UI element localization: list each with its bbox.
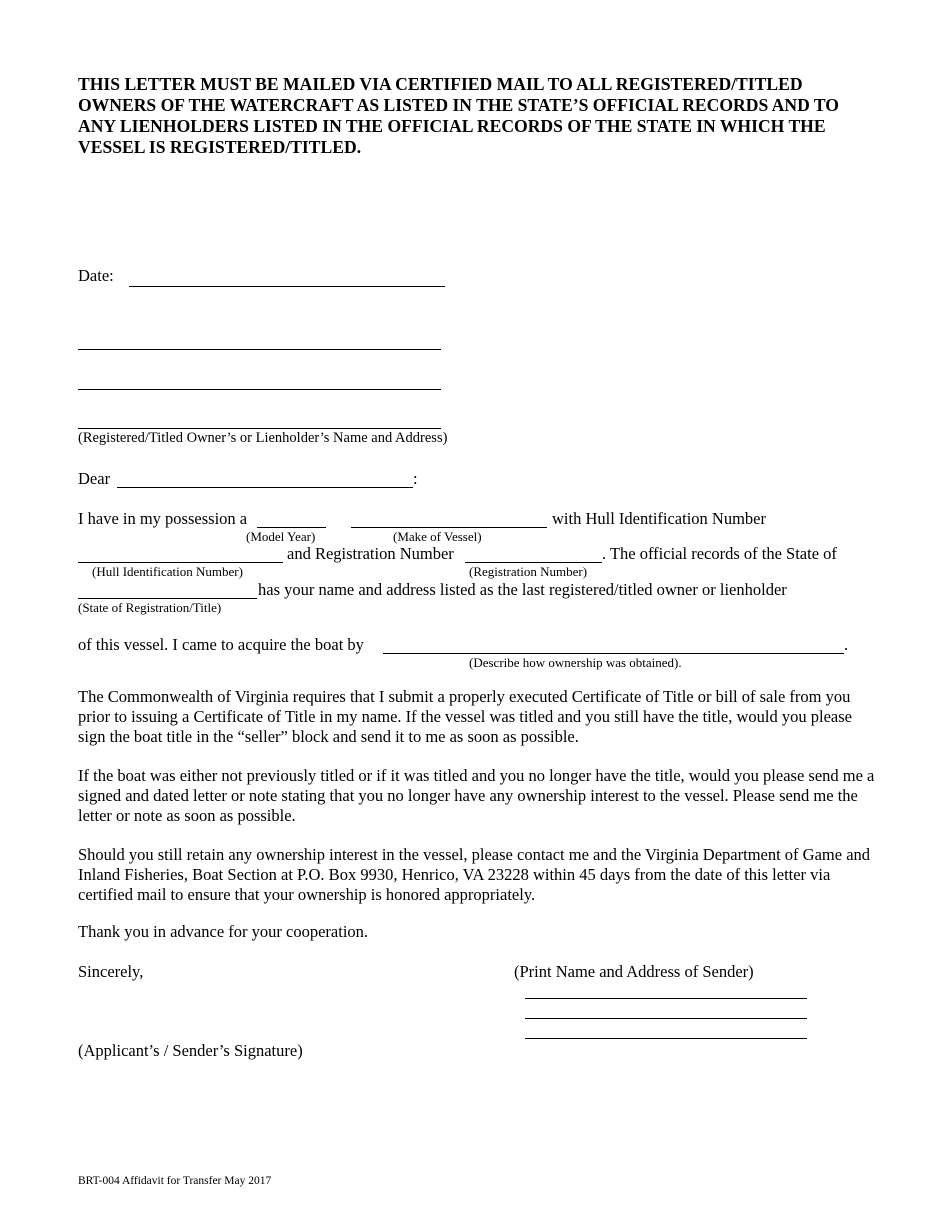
- date-field[interactable]: [129, 286, 445, 287]
- sender-address-line-2[interactable]: [525, 1018, 807, 1019]
- sincerely-text: Sincerely,: [78, 962, 144, 981]
- print-name-caption: (Print Name and Address of Sender): [514, 962, 754, 981]
- and-registration-text: and Registration Number: [287, 544, 454, 563]
- certified-mail-notice: THIS LETTER MUST BE MAILED VIA CERTIFIED MAIL TO ALL REGISTERED/TITLED OWNERS OF THE WATERCRAFT AS LISTED IN THE STATE’S OFFICIAL RECORDS AND TO ANY LIENHOLDERS LISTED IN THE OFFICIAL RECORDS OF THE STATE IN WHICH THE VESSEL IS REGISTERED/TITLED.: [78, 74, 839, 157]
- hin-field[interactable]: [78, 562, 283, 563]
- state-field[interactable]: [78, 598, 257, 599]
- acquire-period: .: [844, 635, 849, 654]
- state-caption: (State of Registration/Title): [78, 600, 222, 615]
- paragraph-title-requirement: The Commonwealth of Virginia requires that I submit a properly executed Certificate of Title or bill of sale from you prior to issuing a Certificate of Title in my name. If the vessel was titled and you still have the title, would you please sign the boat title in the “seller” block and send it to me as soon as possible.: [78, 687, 852, 746]
- model-year-caption: (Model Year): [246, 529, 316, 544]
- describe-caption: (Describe how ownership was obtained).: [469, 655, 682, 670]
- dear-name-field[interactable]: [117, 487, 413, 488]
- official-records-text: . The official records of the State of: [602, 544, 837, 563]
- recipient-address-line-1[interactable]: [78, 349, 441, 350]
- acquire-text: of this vessel. I came to acquire the boat by: [78, 635, 364, 654]
- dear-label: Dear: [78, 469, 111, 488]
- model-year-field[interactable]: [257, 527, 326, 528]
- registration-caption: (Registration Number): [469, 564, 588, 579]
- sender-address-line-3[interactable]: [525, 1038, 807, 1039]
- thanks-text: Thank you in advance for your cooperation.: [78, 922, 369, 941]
- recipient-address-line-2[interactable]: [78, 389, 441, 390]
- acquire-method-field[interactable]: [383, 653, 844, 654]
- form-footer: BRT-004 Affidavit for Transfer May 2017: [78, 1175, 272, 1187]
- dear-colon: :: [413, 469, 418, 488]
- possession-intro: I have in my possession a: [78, 509, 248, 528]
- make-field[interactable]: [351, 527, 547, 528]
- hin-caption: (Hull Identification Number): [92, 564, 243, 579]
- date-label: Date:: [78, 266, 114, 285]
- address-caption: (Registered/Titled Owner’s or Lienholder’s Name and Address): [78, 430, 448, 446]
- signature-caption: (Applicant’s / Sender’s Signature): [78, 1041, 303, 1060]
- paragraph-no-title: If the boat was either not previously titled or if it was titled and you no longer have the title, would you please send me a signed and dated letter or note stating that you no longer have any ownership interest to the vessel. Please send me the letter or note as soon as possible.: [78, 766, 875, 825]
- paragraph-ownership-interest: Should you still retain any ownership interest in the vessel, please contact me and the Virginia Department of Game and Inland Fisheries, Boat Section at P.O. Box 9930, Henrico, VA 23228 within 45 days from the date of this letter via certified mail to ensure that your ownership is honored appropriately.: [78, 845, 871, 904]
- with-hin-text: with Hull Identification Number: [552, 509, 766, 528]
- sender-address-line-1[interactable]: [525, 998, 807, 999]
- recipient-address-line-3[interactable]: [78, 428, 441, 429]
- make-caption: (Make of Vessel): [393, 529, 482, 544]
- registration-field[interactable]: [465, 562, 602, 563]
- listed-owner-text: has your name and address listed as the last registered/titled owner or lienholder: [258, 580, 787, 599]
